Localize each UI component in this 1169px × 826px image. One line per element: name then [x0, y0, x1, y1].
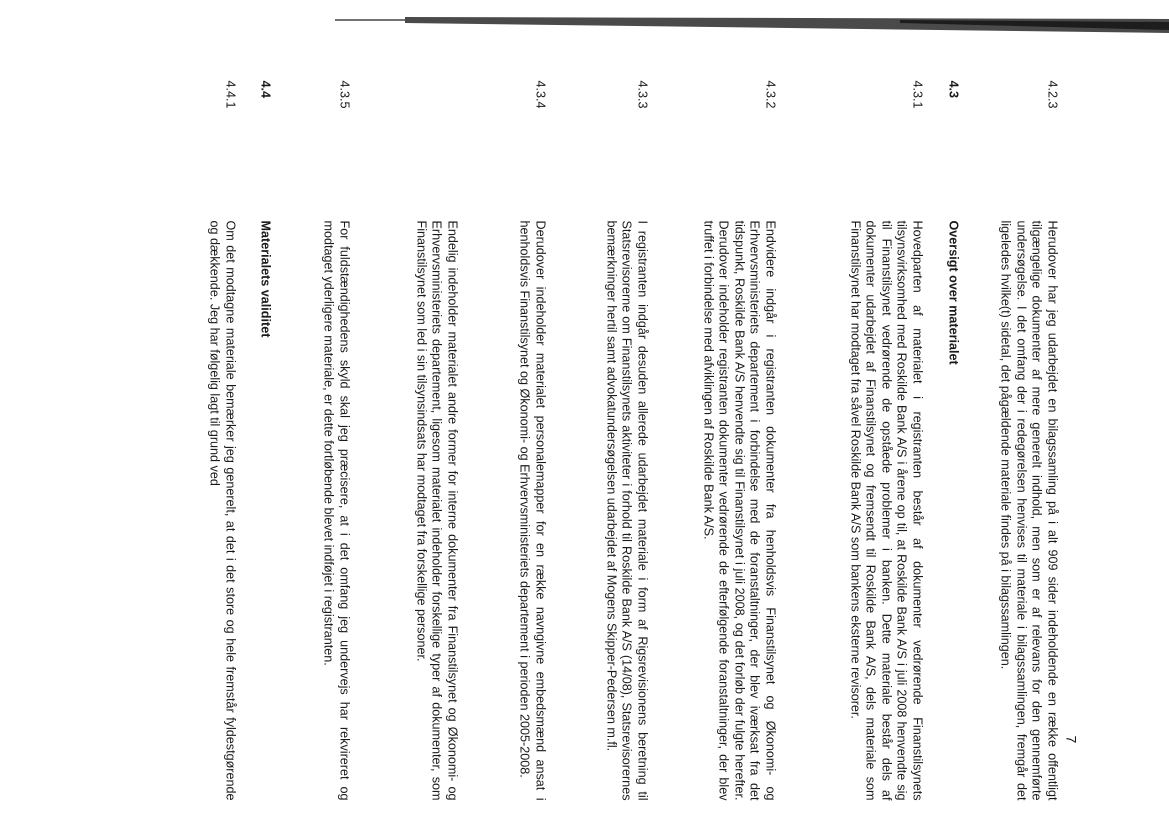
section-number: 4.4.1 — [223, 80, 237, 109]
section-number: 4.3.3 — [635, 80, 649, 109]
section-heading: Oversigt over materialet — [946, 220, 960, 365]
section-number: 4.3.5 — [337, 80, 351, 109]
section-text: For fuldstændighedens skyld skal jeg præcisere, at i det omfang jeg undervejs har rekvireret og modtaget yderligere materiale, er dette fortløbende blevet indføjet i registranten. — [321, 220, 351, 800]
section-number: 4.4 — [258, 80, 272, 98]
section-heading: Materialets validitet — [258, 220, 272, 337]
section-text: Derudover indeholder materialet personalemapper for en række navngivne embedsmænd ansat i henholdsvis Finanstilsynet og Økonomi- og Erhvervsministeriets departement i perioden 2005-2008. — [517, 220, 547, 800]
section-number: 4.3.2 — [763, 80, 777, 109]
section-text: Endvidere indgår i registranten dokumenter fra henholdsvis Finanstilsynet og Økonomi- og Erhvervsministeriets departement i forbindelse med de foranstaltninger, der blev iværksat fra det tidspunkt, Roskilde Bank A/S henvendte sig til Finanstilsynet i juli 2008, og det forløb der fulgte herefter. Derudover indeholder registranten dokumenter vedrørende de efterfølgende foranstaltninger, der blev truffet i forbindelse med afviklingen af Roskilde Bank A/S. — [700, 220, 777, 800]
section-text: Om det modtagne materiale bemærker jeg generelt, at det i det store og hele fremstår fyldestgørende og dækkende. Jeg har følgelig lagt til grund ved — [207, 220, 237, 800]
section-number: 4.2.3 — [1045, 80, 1059, 109]
section-number: 4.3.1 — [910, 80, 924, 109]
page-number: 7 — [1063, 735, 1079, 743]
section-text: Hovedparten af materialet i registranten består af dokumenter vedrørende Finanstilsynets tilsynsvirksomhed med Roskilde Bank A/S i årene op til, at Roskilde Bank A/S i juli 2008 henvendte sig til Finanstilsynet vedrørende de opståede problemer i banken. Dette materiale består dels af dokumenter udarbejdet af Finanstilsynet og fremsendt til Roskilde Bank A/S, dels materiale som Finanstilsynet har modtaget fra såvel Roskilde Bank A/S som bankens eksterne revisorer. — [847, 220, 924, 800]
section-number: 4.3.4 — [533, 80, 547, 109]
section-text: I registranten indgår desuden allerede udarbejdet materiale i form af Rigsrevisionens beretning til Statsrevisorerne om Finanstilsynets aktiviteter i forhold til Roskilde Bank A/S (14/08), Statsrevisorernes bemærkninger hertil samt advokatundersøgelsen udarbejdet af Mogens Skipper-Pedersen m.fl. — [603, 220, 649, 800]
section-text: Herudover har jeg udarbejdet en bilagssamling på i alt 909 sider indeholdende en række offentligt tilgængelige dokumenter af mere generelt indhold, men som er af relevans for den gennemførte undersøgelse. I det omfang der i redegørelsen henvises til materiale i bilagssamlingen, fremgår det ligeledes hvilke(t) sidetal, det pågældende materiale findes på i bilagssamlingen. — [998, 220, 1059, 800]
section-text: Endelig indeholder materialet andre former for interne dokumenter fra Finanstilsynet og Økonomi- og Erhvervsministeriets departement, ligesom materialet indeholder forskellige typer af dokumenter, som Finanstilsynet som led i sin tilsynsindsats har modtaget fra forskellige personer. — [413, 220, 459, 800]
section-number: 4.3 — [946, 80, 960, 98]
